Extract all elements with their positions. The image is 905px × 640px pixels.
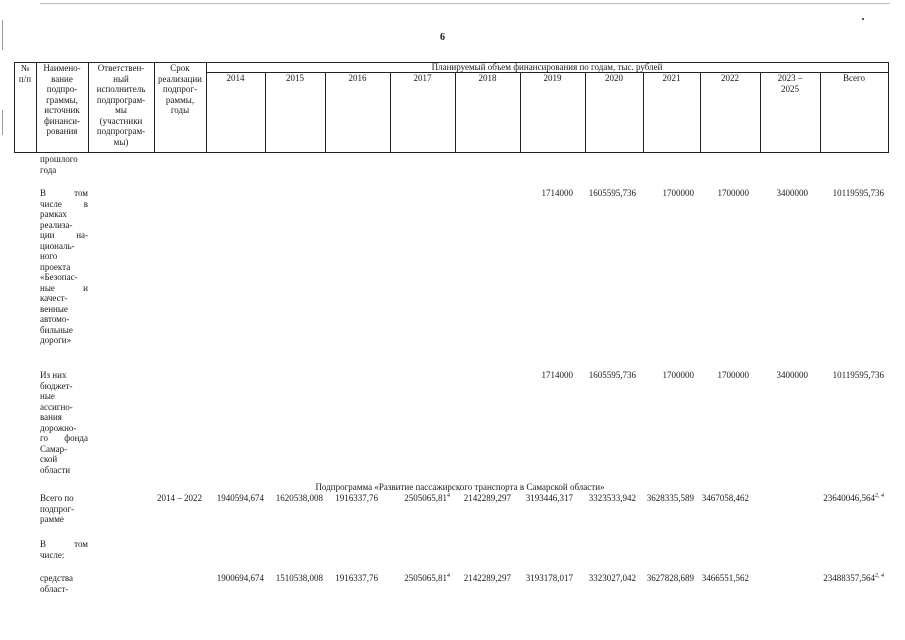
label-word: том (74, 188, 88, 198)
row-label (40, 573, 88, 594)
label-word: прошлого (40, 154, 78, 164)
value-cell: 2142289,297 (463, 493, 511, 503)
value-cell: 1714000 (541, 188, 573, 198)
value-cell: 3193446,317 (525, 493, 573, 503)
page-number: 6 (440, 32, 445, 43)
footnote-mark: 4 (447, 573, 450, 579)
label-word: фонда (64, 433, 88, 443)
header-year: 2018 (478, 73, 497, 83)
label-word: в (83, 198, 88, 209)
row-label (40, 188, 88, 346)
value-cell: 1510538,008 (275, 573, 323, 583)
label-word: Из них (40, 370, 67, 380)
label-word: числе (40, 198, 62, 209)
label-word: В (40, 188, 47, 198)
label-word: Самар- (40, 443, 68, 454)
label-word: года (40, 164, 57, 175)
value-cell: 1605595,736 (588, 188, 636, 198)
header-year: 2021 (662, 73, 681, 83)
header-year: 2022 (721, 73, 739, 83)
scan-edge-mark (2, 20, 3, 50)
row-label (40, 539, 88, 560)
header-year: 2019 (543, 73, 562, 83)
label-word: го (40, 433, 48, 443)
label-word: ции (40, 230, 55, 240)
scan-dot (862, 18, 864, 20)
header-year: 2020 (605, 73, 623, 83)
label-word: рамме (40, 514, 64, 524)
label-word: «Безопас- (40, 272, 78, 282)
value-cell: 3400000 (776, 370, 808, 380)
label-word: бильные (40, 324, 73, 335)
label-word: и (83, 282, 88, 293)
subprogram-title: Подпрограмма «Развитие пассажирского транспорта в Самарской области» (315, 482, 605, 492)
value-cell: 1700000 (717, 370, 749, 380)
label-word: качест- (40, 293, 68, 303)
top-border-line (40, 3, 890, 4)
header-year: 2023 – 2025 (777, 73, 803, 94)
header-name: Наимено- вание подпро- граммы, источник финанси- рования (43, 63, 81, 136)
header-executor: Ответствен- ный исполнитель подпрограм- мы (участники подпрограм- мы) (96, 63, 146, 147)
label-word: вания (40, 412, 62, 422)
label-word: ской (40, 454, 58, 464)
value-cell: 23488357,564$^{2, 4}$ (823, 573, 884, 583)
label-word: Всего по (40, 493, 74, 503)
label-word: ассигно- (40, 401, 73, 412)
value-cell: 3323027,042 (588, 573, 636, 583)
term-cell: 2014 – 2022 (157, 493, 202, 503)
value-cell: 1916337,76 (335, 573, 378, 583)
row-label (40, 370, 88, 475)
label-word: област- (40, 583, 69, 594)
header-year: 2014 (226, 73, 245, 83)
header-term: Срок реализации подпрог- раммы, годы (158, 63, 202, 115)
label-word: реализа- (40, 219, 73, 230)
label-word: числе: (40, 549, 65, 560)
row-label (40, 493, 88, 525)
value-cell: 1700000 (662, 370, 694, 380)
value-cell: 1605595,736 (588, 370, 636, 380)
value-cell: 10119595,736 (832, 370, 884, 380)
value-cell: 2142289,297 (463, 573, 511, 583)
label-word: ного (40, 251, 58, 261)
header-year: 2016 (348, 73, 367, 83)
scan-edge-mark (2, 110, 3, 135)
label-word: бюджет- (40, 380, 73, 391)
header-funding: Планируемый объем финансирования по годам, тыс. рублей (431, 62, 663, 72)
value-cell: 1900694,674 (216, 573, 264, 583)
label-word: В (40, 539, 47, 549)
value-cell: 2505065,81$^4$ (404, 493, 450, 503)
value-cell: 1700000 (717, 188, 749, 198)
footnote-mark: 4 (447, 493, 450, 499)
label-word: подпрог- (40, 503, 75, 514)
label-word: ные (40, 282, 55, 293)
label-word: дорожно- (40, 422, 77, 433)
label-word: том (74, 539, 88, 549)
value-cell: 2505065,81$^4$ (404, 573, 450, 583)
value-cell: 3193178,017 (525, 573, 573, 583)
label-word: венные (40, 303, 68, 314)
footnote-mark: 2, 4 (875, 573, 884, 579)
label-word: рамках (40, 209, 67, 219)
footnote-mark: 2, 4 (875, 493, 884, 499)
value-cell: 1916337,76 (335, 493, 378, 503)
value-cell: 3400000 (776, 188, 808, 198)
label-word: автомо- (40, 314, 70, 324)
value-cell: 1620538,008 (275, 493, 323, 503)
value-cell: 3467058,462 (701, 493, 749, 503)
label-word: области (40, 464, 71, 475)
value-cell: 1700000 (662, 188, 694, 198)
header-year: Всего (842, 73, 866, 83)
label-word: проекта (40, 261, 71, 272)
label-word: дороги» (40, 335, 72, 345)
header-year: 2015 (286, 73, 304, 83)
value-cell: 1714000 (541, 370, 573, 380)
header-year: 2017 (413, 73, 432, 83)
value-cell: 3323533,942 (588, 493, 636, 503)
label-word: циональ- (40, 240, 75, 251)
value-cell: 1940594,674 (216, 493, 264, 503)
row-label (40, 154, 88, 175)
value-cell: 3466551,562 (701, 573, 749, 583)
value-cell: 3628335,589 (646, 493, 694, 503)
label-word: на- (76, 230, 88, 240)
header-number: № п/п (18, 63, 32, 84)
value-cell: 23640046,564$^{2, 4}$ (823, 493, 884, 503)
value-cell: 3627828,689 (646, 573, 694, 583)
value-cell: 10119595,736 (832, 188, 884, 198)
label-word: ные (40, 391, 55, 401)
label-word: средства (40, 573, 74, 583)
